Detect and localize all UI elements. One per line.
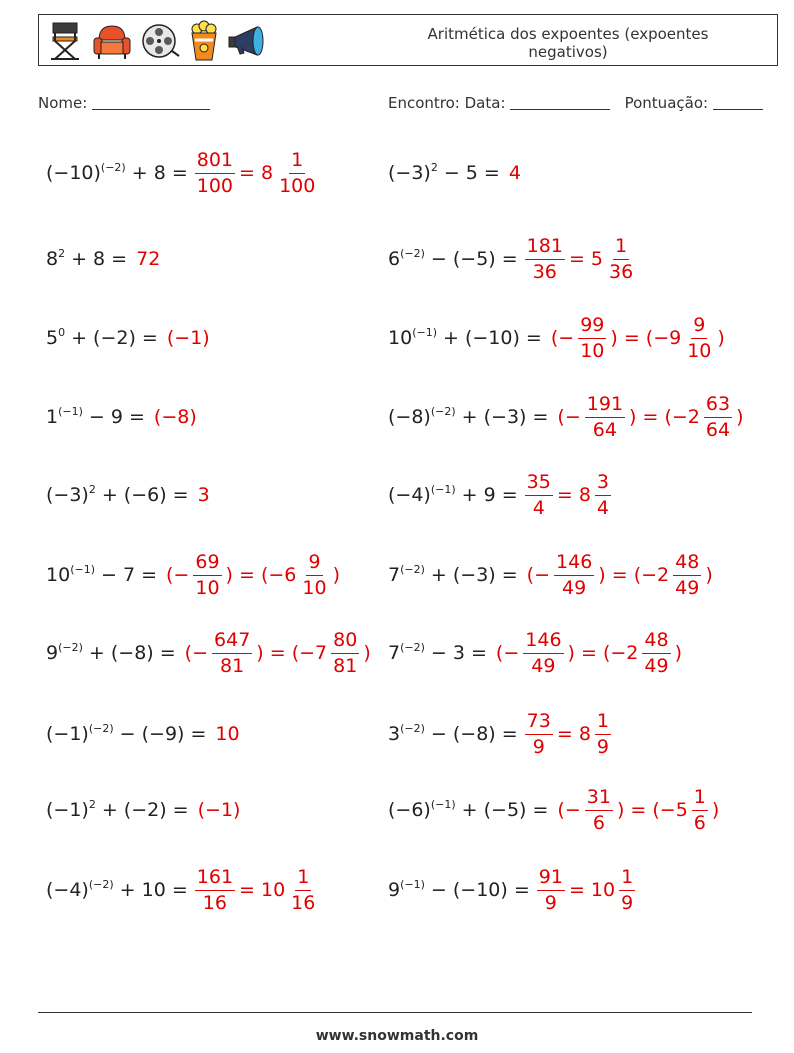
denominator: 64 bbox=[705, 418, 731, 441]
answer-text: = 8 bbox=[556, 723, 591, 745]
answer-text: ) bbox=[736, 406, 744, 428]
exponent: (−2) bbox=[100, 161, 126, 174]
base: (−1) bbox=[46, 723, 89, 745]
base: 7 bbox=[388, 564, 401, 586]
operation: + (−6) = bbox=[101, 484, 189, 506]
operation: + 10 = bbox=[119, 879, 188, 901]
operation: + (−5) = bbox=[461, 799, 549, 821]
answer-text: ) bbox=[332, 564, 340, 586]
denominator: 100 bbox=[279, 174, 316, 197]
fraction bbox=[692, 785, 708, 834]
answer bbox=[212, 723, 242, 745]
answer bbox=[163, 550, 343, 599]
problem-expression bbox=[388, 799, 548, 821]
popcorn-icon bbox=[187, 20, 221, 62]
answer bbox=[524, 234, 637, 283]
problem-expression bbox=[388, 484, 518, 506]
numerator: 1 bbox=[619, 868, 635, 891]
operation: + (−8) = bbox=[88, 642, 176, 664]
problem-expression bbox=[388, 642, 487, 664]
exponent: 2 bbox=[58, 247, 66, 260]
answer bbox=[524, 550, 716, 599]
exponent: (−2) bbox=[400, 641, 425, 654]
operation: + 8 = bbox=[71, 248, 128, 270]
numerator: 48 bbox=[642, 631, 670, 654]
problem-item bbox=[46, 465, 213, 525]
fraction bbox=[595, 709, 611, 758]
fraction bbox=[537, 865, 565, 914]
answer-text: (−1) bbox=[166, 327, 210, 349]
exponent: (−1) bbox=[70, 563, 95, 576]
numerator: 91 bbox=[537, 868, 565, 891]
operation: − (−10) = bbox=[430, 879, 530, 901]
name-blank[interactable] bbox=[92, 95, 210, 110]
problem-expression bbox=[388, 162, 500, 184]
denominator: 16 bbox=[202, 891, 227, 914]
answer bbox=[194, 148, 319, 197]
operation: + 9 = bbox=[461, 484, 518, 506]
problem-expression bbox=[46, 406, 145, 428]
problem-item bbox=[388, 229, 636, 289]
answer-text: (− bbox=[526, 564, 551, 586]
base: 7 bbox=[388, 642, 401, 664]
answer-text: = 5 bbox=[568, 248, 603, 270]
answer bbox=[133, 248, 163, 270]
exponent: (−2) bbox=[400, 722, 425, 735]
answer-text: ) = (−5 bbox=[616, 799, 688, 821]
answer-text: (− bbox=[184, 642, 209, 664]
base: 9 bbox=[46, 642, 59, 664]
base: 9 bbox=[388, 879, 401, 901]
footer-divider bbox=[38, 1012, 752, 1013]
exponent: (−1) bbox=[430, 798, 456, 811]
operation: − 9 = bbox=[88, 406, 145, 428]
problem-expression bbox=[388, 327, 542, 349]
base: (−1) bbox=[46, 799, 89, 821]
fraction bbox=[685, 313, 713, 362]
armchair-icon bbox=[91, 20, 133, 62]
problem-expression bbox=[388, 406, 548, 428]
answer-text: ) bbox=[363, 642, 371, 664]
answer bbox=[164, 327, 213, 349]
answer-text: = 10 bbox=[568, 879, 616, 901]
numerator: 146 bbox=[523, 631, 563, 654]
base: 3 bbox=[388, 723, 401, 745]
problem-item bbox=[46, 308, 213, 368]
director-chair-icon bbox=[45, 20, 85, 62]
operation: − 3 = bbox=[430, 642, 487, 664]
answer-text: ) = (−9 bbox=[610, 327, 682, 349]
answer-text: ) = (−2 bbox=[567, 642, 639, 664]
base: (−6) bbox=[388, 799, 431, 821]
denominator: 9 bbox=[532, 735, 545, 758]
name-label: Nome: bbox=[38, 94, 88, 112]
answer-text: 3 bbox=[197, 484, 210, 506]
base: 5 bbox=[46, 327, 59, 349]
base: (−3) bbox=[388, 162, 431, 184]
base: 6 bbox=[388, 248, 401, 270]
answer bbox=[194, 865, 319, 914]
fraction bbox=[289, 865, 317, 914]
problem-expression bbox=[46, 248, 127, 270]
problem-item bbox=[388, 387, 746, 447]
problem-item bbox=[388, 143, 524, 203]
fraction bbox=[607, 234, 635, 283]
answer-text: 4 bbox=[508, 162, 521, 184]
fraction bbox=[195, 148, 235, 197]
numerator: 1 bbox=[289, 151, 305, 174]
problem-expression bbox=[46, 327, 158, 349]
denominator: 9 bbox=[544, 891, 557, 914]
exponent: 2 bbox=[88, 483, 96, 496]
denominator: 10 bbox=[687, 339, 712, 362]
problem-item bbox=[388, 623, 685, 683]
answer bbox=[524, 470, 612, 519]
numerator: 99 bbox=[578, 316, 606, 339]
numerator: 9 bbox=[691, 316, 707, 339]
fraction bbox=[331, 628, 359, 677]
answer-text: ) = (−2 bbox=[629, 406, 700, 428]
numerator: 63 bbox=[704, 395, 732, 418]
problem-item bbox=[388, 308, 728, 368]
base: (−10) bbox=[46, 162, 101, 184]
problem-item bbox=[388, 780, 722, 840]
problem-item bbox=[388, 545, 716, 605]
fraction bbox=[277, 148, 317, 197]
numerator: 80 bbox=[331, 631, 359, 654]
operation: − 7 = bbox=[101, 564, 158, 586]
exponent: 0 bbox=[58, 326, 66, 339]
numerator: 69 bbox=[193, 553, 221, 576]
exponent: (−1) bbox=[58, 405, 83, 418]
answer bbox=[548, 313, 728, 362]
problem-expression bbox=[388, 879, 530, 901]
operation: + (−3) = bbox=[430, 564, 518, 586]
problem-expression bbox=[46, 564, 157, 586]
fraction bbox=[619, 865, 635, 914]
base: 8 bbox=[46, 248, 59, 270]
problem-item bbox=[46, 623, 374, 683]
base: (−3) bbox=[46, 484, 89, 506]
denominator: 49 bbox=[675, 576, 700, 599]
numerator: 1 bbox=[295, 868, 311, 891]
denominator: 9 bbox=[596, 735, 610, 758]
numerator: 73 bbox=[525, 712, 553, 735]
answer-text: (− bbox=[550, 327, 575, 349]
worksheet-header bbox=[38, 14, 778, 66]
footer-url: www.snowmath.com bbox=[315, 1028, 479, 1044]
denominator: 10 bbox=[195, 576, 220, 599]
numerator: 647 bbox=[212, 631, 252, 654]
denominator: 36 bbox=[532, 260, 557, 283]
answer-text: (− bbox=[495, 642, 520, 664]
answer-text: (− bbox=[166, 564, 190, 586]
problem-expression bbox=[46, 484, 189, 506]
fraction bbox=[578, 313, 606, 362]
numerator: 1 bbox=[595, 712, 611, 735]
fraction bbox=[673, 550, 701, 599]
encounter-label: Encontro: Data: bbox=[388, 94, 506, 112]
exponent: (−2) bbox=[88, 722, 114, 735]
megaphone-icon bbox=[227, 20, 271, 62]
fraction bbox=[642, 628, 670, 677]
denominator: 64 bbox=[592, 418, 617, 441]
operation: − 5 = bbox=[443, 162, 500, 184]
numerator: 146 bbox=[554, 553, 594, 576]
score-label: Pontuação: bbox=[624, 94, 709, 112]
problem-expression bbox=[46, 723, 206, 745]
fraction bbox=[585, 785, 613, 834]
exponent: 2 bbox=[430, 161, 438, 174]
numerator: 161 bbox=[195, 868, 235, 891]
fraction bbox=[300, 550, 328, 599]
answer bbox=[524, 709, 612, 758]
problem-item bbox=[46, 387, 200, 447]
fraction bbox=[212, 628, 252, 677]
answer-text: 10 bbox=[215, 723, 240, 745]
base: 10 bbox=[388, 327, 413, 349]
answer-text: ) bbox=[674, 642, 682, 664]
exponent: (−2) bbox=[88, 878, 114, 891]
answer bbox=[493, 628, 685, 677]
answer-text: ) bbox=[705, 564, 713, 586]
exponent: (−2) bbox=[58, 641, 83, 654]
problem-item bbox=[46, 229, 163, 289]
operation: + (−3) = bbox=[461, 406, 549, 428]
answer bbox=[554, 392, 746, 441]
numerator: 31 bbox=[585, 788, 613, 811]
exponent: 2 bbox=[88, 798, 96, 811]
denominator: 36 bbox=[609, 260, 634, 283]
problem-item bbox=[46, 143, 318, 203]
problem-item bbox=[388, 704, 612, 764]
answer bbox=[151, 406, 200, 428]
fraction bbox=[525, 709, 553, 758]
denominator: 16 bbox=[291, 891, 316, 914]
numerator: 191 bbox=[585, 395, 625, 418]
denominator: 10 bbox=[302, 576, 327, 599]
base: 10 bbox=[46, 564, 71, 586]
fraction bbox=[595, 470, 611, 519]
base: 1 bbox=[46, 406, 59, 428]
answer-text: ) bbox=[711, 799, 720, 821]
problem-item bbox=[388, 860, 636, 920]
base: (−8) bbox=[388, 406, 431, 428]
fraction bbox=[554, 550, 594, 599]
fraction bbox=[525, 470, 553, 519]
problem-expression bbox=[388, 564, 518, 586]
denominator: 81 bbox=[220, 654, 245, 677]
problem-item bbox=[388, 465, 612, 525]
fraction bbox=[585, 392, 625, 441]
numerator: 35 bbox=[525, 473, 553, 496]
exponent: (−2) bbox=[400, 563, 425, 576]
base: (−4) bbox=[388, 484, 431, 506]
exponent: (−1) bbox=[400, 878, 425, 891]
fraction bbox=[525, 234, 565, 283]
fraction bbox=[195, 865, 235, 914]
answer bbox=[536, 865, 636, 914]
problem-expression bbox=[46, 879, 188, 901]
film-reel-icon bbox=[139, 20, 181, 62]
exponent: (−2) bbox=[430, 405, 456, 418]
worksheet-title: Aritmética dos expoentes (expoentes negativos) bbox=[427, 25, 709, 61]
answer-text: ) = (−7 bbox=[256, 642, 328, 664]
denominator: 9 bbox=[621, 891, 634, 914]
denominator: 4 bbox=[532, 496, 545, 519]
numerator: 3 bbox=[595, 473, 611, 496]
operation: + (−10) = bbox=[443, 327, 542, 349]
answer bbox=[195, 484, 213, 506]
operation: + (−2) = bbox=[71, 327, 158, 349]
numerator: 1 bbox=[692, 788, 708, 811]
problem-expression bbox=[388, 723, 518, 745]
exponent: (−1) bbox=[412, 326, 437, 339]
numerator: 48 bbox=[673, 553, 701, 576]
answer-text: (− bbox=[557, 799, 581, 821]
answer-text: (−1) bbox=[197, 799, 241, 821]
answer bbox=[182, 628, 374, 677]
problem-expression bbox=[46, 799, 189, 821]
operation: + 8 = bbox=[131, 162, 188, 184]
answer-text: ) bbox=[717, 327, 725, 349]
exponent: (−2) bbox=[400, 247, 425, 260]
denominator: 49 bbox=[531, 654, 556, 677]
denominator: 81 bbox=[333, 654, 358, 677]
base: (−4) bbox=[46, 879, 89, 901]
operation: − (−8) = bbox=[430, 723, 518, 745]
answer-text: (−8) bbox=[153, 406, 197, 428]
problem-item bbox=[46, 780, 243, 840]
denominator: 10 bbox=[580, 339, 605, 362]
fraction bbox=[523, 628, 563, 677]
problem-item bbox=[46, 704, 243, 764]
numerator: 1 bbox=[613, 237, 629, 260]
operation: + (−2) = bbox=[101, 799, 189, 821]
answer bbox=[506, 162, 524, 184]
denominator: 49 bbox=[644, 654, 669, 677]
denominator: 4 bbox=[596, 496, 610, 519]
fraction bbox=[704, 392, 732, 441]
answer-text: ) = (−2 bbox=[598, 564, 670, 586]
answer-text: ) = (−6 bbox=[225, 564, 297, 586]
problem-item bbox=[46, 545, 343, 605]
header-icons bbox=[45, 19, 271, 63]
problem-item bbox=[46, 860, 318, 920]
problem-expression bbox=[46, 162, 188, 184]
numerator: 801 bbox=[195, 151, 235, 174]
answer bbox=[195, 799, 244, 821]
denominator: 49 bbox=[562, 576, 587, 599]
exponent: (−1) bbox=[430, 483, 456, 496]
answer bbox=[554, 785, 722, 834]
numerator: 9 bbox=[306, 553, 322, 576]
encounter-field bbox=[388, 94, 763, 112]
operation: − (−5) = bbox=[430, 248, 518, 270]
date-blank[interactable] bbox=[510, 95, 610, 110]
problem-expression bbox=[46, 642, 176, 664]
numerator: 181 bbox=[525, 237, 565, 260]
problem-expression bbox=[388, 248, 518, 270]
score-blank[interactable] bbox=[713, 95, 763, 110]
name-field bbox=[38, 94, 210, 112]
fraction bbox=[193, 550, 221, 599]
answer-text: = 10 bbox=[239, 879, 286, 901]
answer-text: (− bbox=[557, 406, 581, 428]
answer-text: 72 bbox=[136, 248, 161, 270]
operation: − (−9) = bbox=[119, 723, 207, 745]
denominator: 6 bbox=[592, 811, 605, 834]
denominator: 6 bbox=[693, 811, 706, 834]
answer-text: = 8 bbox=[239, 162, 274, 184]
denominator: 100 bbox=[196, 174, 234, 197]
answer-text: = 8 bbox=[556, 484, 591, 506]
